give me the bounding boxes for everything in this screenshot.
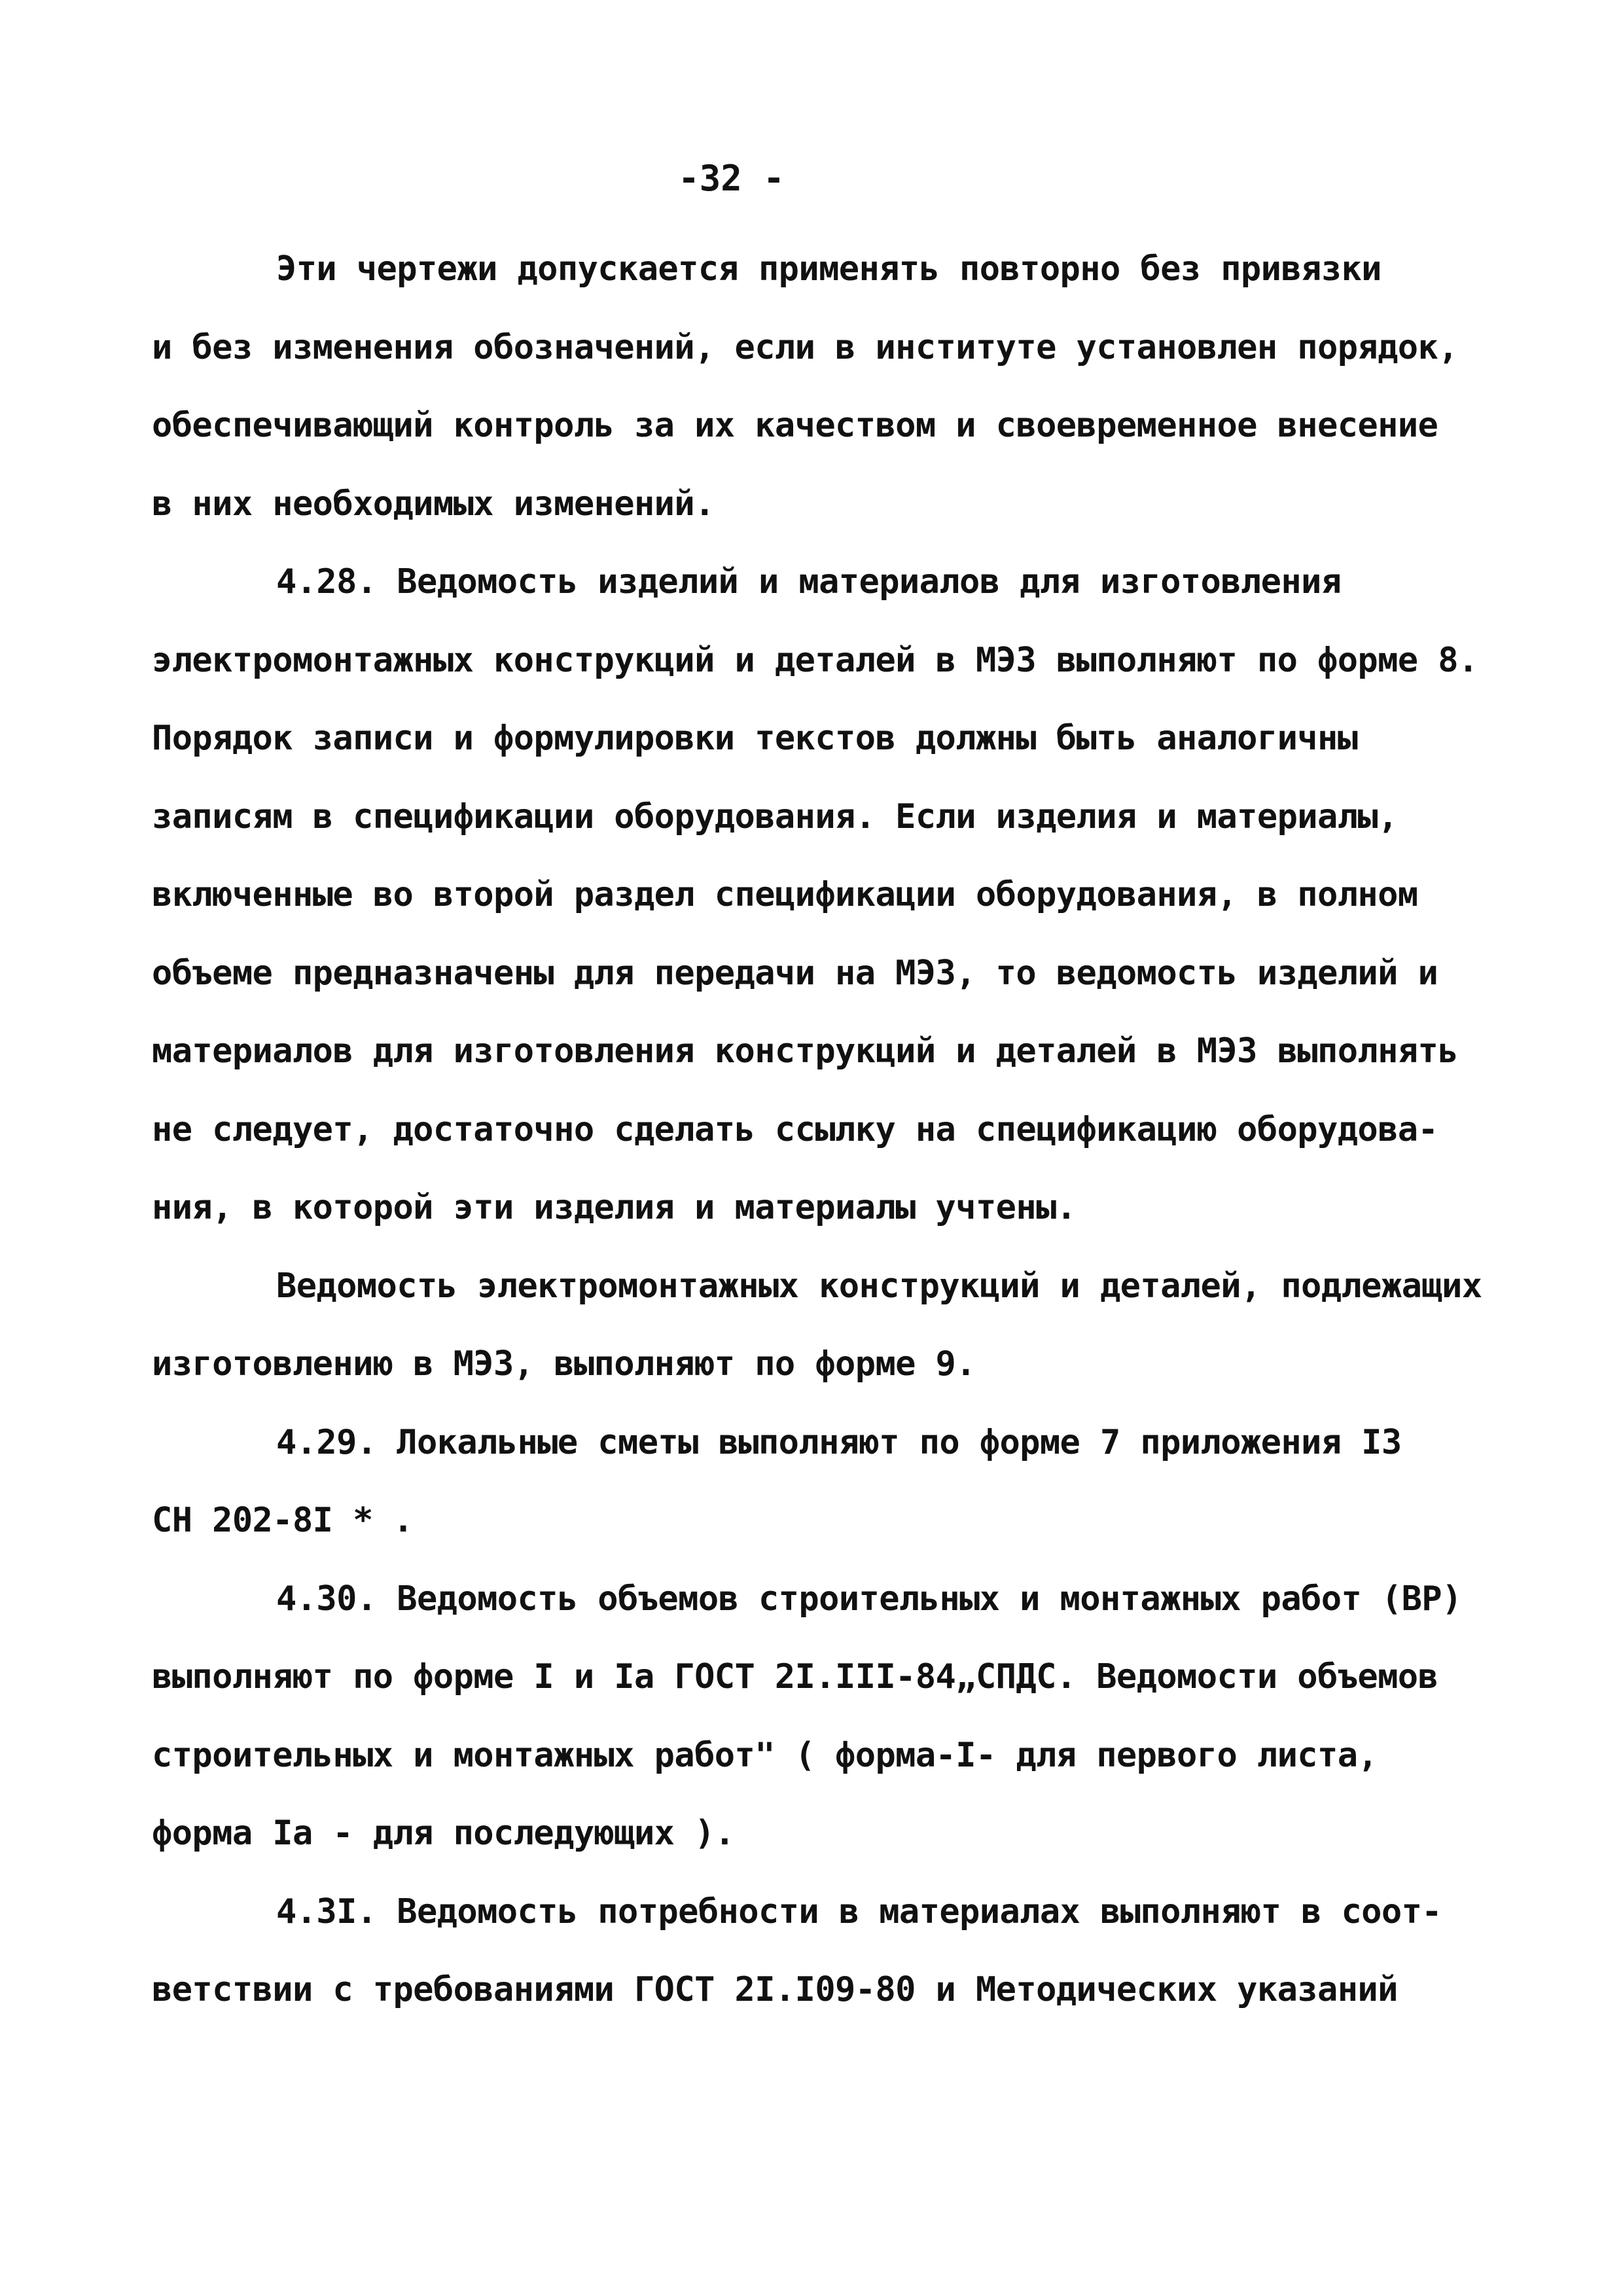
text-line: объеме предназначены для передачи на МЭЗ, то ведомость изделий и [152,953,1438,993]
text-line: изготовлению в МЭЗ, выполняют по форме 9. [152,1344,976,1384]
text-line: записям в спецификации оборудования. Если изделия и материалы, [152,797,1398,836]
text-line: в них необходимых изменений. [152,484,715,524]
text-line: обеспечивающий контроль за их качеством и своевременное внесение [152,406,1438,445]
text-line: 4.29. Локальные сметы выполняют по форме 7 приложения I3 [276,1422,1402,1462]
text-line: включенные во второй раздел спецификации оборудования, в полном [152,875,1418,914]
text-line: ния, в которой эти изделия и материалы учтены. [152,1188,1077,1227]
text-line: строительных и монтажных работ" ( форма-I- для первого листа, [152,1735,1378,1775]
text-line: Эти чертежи допускается применять повторно без привязки [276,249,1382,289]
text-line: 4.30. Ведомость объемов строительных и монтажных работ (ВР) [276,1579,1462,1619]
text-line: не следует, достаточно сделать ссылку на спецификацию оборудова- [152,1109,1438,1149]
text-line: 4.28. Ведомость изделий и материалов для изготовления [276,562,1342,601]
text-line: Ведомость электромонтажных конструкций и деталей, подлежащих [276,1266,1482,1306]
text-line: выполняют по форме I и Iа ГОСТ 2I.III-84„СПДС. Ведомости объемов [152,1657,1438,1696]
text-line: форма Iа - для последующих ). [152,1814,735,1853]
text-line: материалов для изготовления конструкций и деталей в МЭЗ выполнять [152,1031,1458,1071]
text-line: СН 202-8I * . [152,1501,414,1540]
text-line: и без изменения обозначений, если в институте установлен порядок, [152,327,1458,367]
text-line: 4.3I. Ведомость потребности в материалах выполняют в соот- [276,1892,1442,1931]
body-text [152,230,1513,2030]
text-line: Порядок записи и формулировки текстов должны быть аналогичны [152,719,1358,758]
text-line: электромонтажных конструкций и деталей в МЭЗ выполняют по форме 8. [152,640,1478,680]
page-number: -32 - [678,158,785,199]
text-line: ветствии с требованиями ГОСТ 2I.I09-80 и Методических указаний [152,1970,1398,2009]
